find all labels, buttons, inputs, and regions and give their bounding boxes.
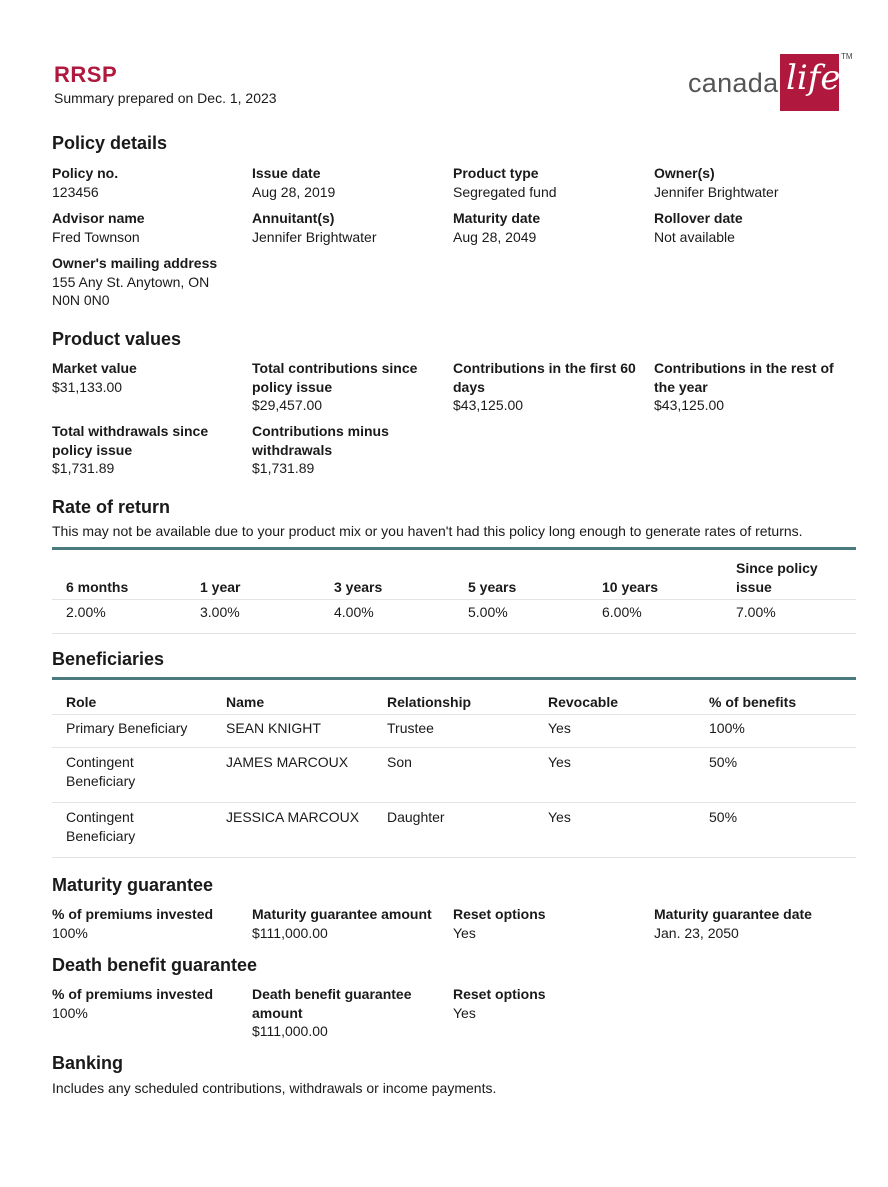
beneficiary-name: JAMES MARCOUX xyxy=(226,754,349,770)
field-value: 100% xyxy=(52,1004,88,1021)
field-value: Jan. 23, 2050 xyxy=(654,924,739,941)
return-5-years: 5.00% xyxy=(468,604,508,620)
field-label: Advisor name xyxy=(52,210,145,226)
col-header-6-months: 6 months xyxy=(66,579,129,595)
col-header-10-years: 10 years xyxy=(602,579,659,595)
mailing-address-field xyxy=(52,254,272,310)
beneficiary-percent: 100% xyxy=(709,720,745,736)
field-label: Owner's mailing address xyxy=(52,255,218,271)
logo-box-text: life xyxy=(786,58,841,98)
field-label: Contributions in the first 60 days xyxy=(453,360,636,395)
field-value: $31,133.00 xyxy=(52,378,123,395)
product-type-field xyxy=(453,164,649,201)
col-header-1-year: 1 year xyxy=(200,579,241,595)
col-header-name: Name xyxy=(226,694,265,710)
field-value: 100% xyxy=(52,924,88,941)
col-header-5-years: 5 years xyxy=(468,579,517,595)
field-label: Maturity guarantee amount xyxy=(252,906,432,922)
field-label: Contributions minus withdrawals xyxy=(252,423,389,458)
field-label: Annuitant(s) xyxy=(252,210,335,226)
field-label: Owner(s) xyxy=(654,165,715,181)
annuitants-field xyxy=(252,209,448,246)
beneficiary-revocable: Yes xyxy=(548,720,571,736)
field-value: Segregated fund xyxy=(453,183,557,200)
return-since-issue: 7.00% xyxy=(736,604,776,620)
beneficiary-relationship: Trustee xyxy=(387,720,434,736)
field-value: $111,000.00 xyxy=(252,924,328,941)
field-label: Maturity date xyxy=(453,210,541,226)
death-benefit-guarantee-heading: Death benefit guarantee xyxy=(52,955,258,975)
col-header-since-issue: Since policy issue xyxy=(736,560,818,595)
canada-life-logo xyxy=(688,54,858,114)
field-label: Total withdrawals since policy issue xyxy=(52,423,209,458)
beneficiary-revocable: Yes xyxy=(548,754,571,770)
col-header-percent-benefits: % of benefits xyxy=(709,694,797,710)
field-value: Yes xyxy=(453,924,476,941)
logo-wordmark: canada xyxy=(688,68,779,98)
field-label: Policy no. xyxy=(52,165,119,181)
row-divider xyxy=(52,599,856,600)
return-3-years: 4.00% xyxy=(334,604,374,620)
market-value-field xyxy=(52,359,248,396)
col-header-role: Role xyxy=(66,694,97,710)
contributions-minus-withdrawals-field xyxy=(252,422,422,478)
row-divider xyxy=(52,633,856,634)
product-values-heading: Product values xyxy=(52,329,182,349)
logo-box xyxy=(780,54,839,111)
rollover-date-field xyxy=(654,209,850,246)
rate-of-return-note: This may not be available due to your product mix or you haven't had this policy long enough to generate rates of returns. xyxy=(52,523,803,539)
field-label: Reset options xyxy=(453,986,546,1002)
address-line-2: N0N 0N0 xyxy=(52,292,110,308)
beneficiary-role: Primary Beneficiary xyxy=(66,720,188,736)
policy-details-heading: Policy details xyxy=(52,133,168,153)
beneficiary-role: Contingent Beneficiary xyxy=(66,754,136,789)
field-value: $29,457.00 xyxy=(252,397,323,413)
return-10-years: 6.00% xyxy=(602,604,642,620)
field-label: % of premiums invested xyxy=(52,906,214,922)
field-value: $111,000.00 xyxy=(252,1023,328,1039)
row-divider xyxy=(52,802,856,803)
field-label: Death benefit guarantee amount xyxy=(252,986,412,1021)
field-label: Rollover date xyxy=(654,210,743,226)
summary-date: Summary prepared on Dec. 1, 2023 xyxy=(54,90,277,106)
rate-of-return-heading: Rate of return xyxy=(52,497,171,517)
beneficiary-name: JESSICA MARCOUX xyxy=(226,809,360,825)
field-value: Not available xyxy=(654,228,735,245)
address-line-1: 155 Any St. Anytown, ON xyxy=(52,273,210,290)
beneficiary-relationship: Daughter xyxy=(387,809,445,825)
field-value: Jennifer Brightwater xyxy=(252,228,377,245)
beneficiary-role: Contingent Beneficiary xyxy=(66,809,136,844)
dbg-premiums-invested-field xyxy=(52,985,248,1022)
field-value: Fred Townson xyxy=(52,228,140,245)
field-value: $43,125.00 xyxy=(453,397,524,413)
row-divider xyxy=(52,714,856,715)
col-header-revocable: Revocable xyxy=(548,694,619,710)
field-value: Aug 28, 2019 xyxy=(252,183,336,200)
maturity-guarantee-heading: Maturity guarantee xyxy=(52,875,214,895)
field-label: Issue date xyxy=(252,165,321,181)
maturity-date-field xyxy=(453,209,649,246)
mg-premiums-invested-field xyxy=(52,905,248,942)
beneficiary-percent: 50% xyxy=(709,754,738,770)
section-rule xyxy=(52,677,856,680)
return-1-year: 3.00% xyxy=(200,604,240,620)
return-6-months: 2.00% xyxy=(66,604,106,620)
field-value: $1,731.89 xyxy=(52,460,115,476)
field-label: Product type xyxy=(453,165,539,181)
total-withdrawals-field xyxy=(52,422,232,478)
total-contributions-field xyxy=(252,359,438,415)
field-value: Jennifer Brightwater xyxy=(654,183,779,200)
owners-field xyxy=(654,164,850,201)
policy-number-field xyxy=(52,164,248,201)
trademark-mark: TM xyxy=(841,52,853,61)
contributions-rest-of-year-field xyxy=(654,359,846,415)
row-divider xyxy=(52,857,856,858)
document-title: RRSP xyxy=(54,62,118,87)
field-value: 123456 xyxy=(52,183,99,200)
beneficiary-name: SEAN KNIGHT xyxy=(226,720,321,736)
contributions-first-60-days-field xyxy=(453,359,645,415)
field-label: Total contributions since policy issue xyxy=(252,360,418,395)
banking-heading: Banking xyxy=(52,1053,124,1073)
col-header-3-years: 3 years xyxy=(334,579,383,595)
dbg-reset-options-field xyxy=(453,985,649,1022)
issue-date-field xyxy=(252,164,448,201)
field-label: Market value xyxy=(52,360,137,376)
field-value: $1,731.89 xyxy=(252,460,315,476)
field-value: $43,125.00 xyxy=(654,397,725,413)
field-label: Contributions in the rest of the year xyxy=(654,360,834,395)
mg-date-field xyxy=(654,905,850,942)
mg-amount-field xyxy=(252,905,448,942)
section-rule xyxy=(52,547,856,550)
field-value: Yes xyxy=(453,1004,476,1021)
dbg-amount-field xyxy=(252,985,432,1041)
beneficiary-percent: 50% xyxy=(709,809,738,825)
beneficiary-relationship: Son xyxy=(387,754,412,770)
field-label: Reset options xyxy=(453,906,546,922)
field-label: % of premiums invested xyxy=(52,986,214,1002)
banking-note: Includes any scheduled contributions, withdrawals or income payments. xyxy=(52,1080,497,1096)
row-divider xyxy=(52,747,856,748)
field-label: Maturity guarantee date xyxy=(654,906,812,922)
advisor-name-field xyxy=(52,209,248,246)
field-value: Aug 28, 2049 xyxy=(453,228,537,245)
col-header-relationship: Relationship xyxy=(387,694,472,710)
mg-reset-options-field xyxy=(453,905,649,942)
beneficiaries-heading: Beneficiaries xyxy=(52,649,165,669)
beneficiary-revocable: Yes xyxy=(548,809,571,825)
